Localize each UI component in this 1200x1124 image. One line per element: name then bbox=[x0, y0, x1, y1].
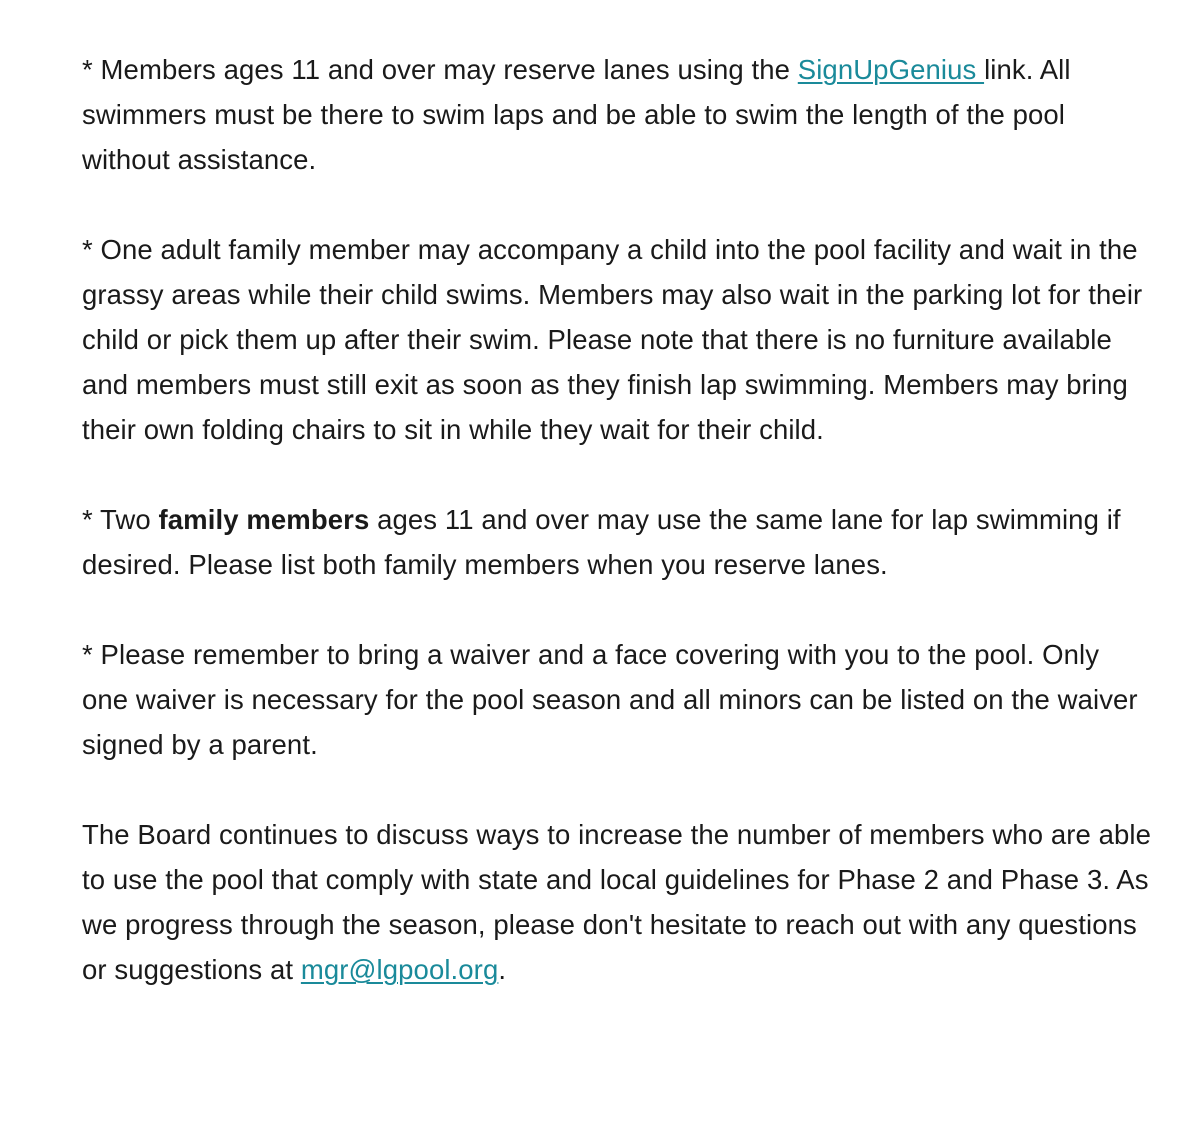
lane-reservation-paragraph bbox=[82, 47, 1152, 182]
board-note-suffix: . bbox=[498, 954, 507, 985]
board-note-paragraph bbox=[82, 812, 1152, 992]
family-members-emphasis: family members bbox=[158, 504, 370, 535]
waiver-paragraph: * Please remember to bring a waiver and a face covering with you to the pool. Only one waiver is necessary for the pool season and all minors can be listed on the waiver signed by a parent. bbox=[82, 639, 1138, 760]
lane-reservation-suffix: link. All swimmers must be there to swim laps and be able to swim the length of the pool without assistance. bbox=[82, 54, 1071, 175]
adult-accompany-paragraph: * One adult family member may accompany a child into the pool facility and wait in the grassy areas while their child swims. Members may also wait in the parking lot for their child or pick them up after their swim. Please note that there is no furniture available and members must still exit as soon as they finish lap swimming. Members may bring their own folding chairs to sit in while they wait for their child. bbox=[82, 234, 1143, 445]
board-note-prefix: The Board continues to discuss ways to increase the number of members who are able to use the pool that comply with state and local guidelines for Phase 2 and Phase 3. As we progress through the season, please don't hesitate to reach out with any questions or suggestions at bbox=[82, 819, 1152, 985]
shared-lane-prefix: * Two bbox=[82, 504, 159, 535]
manager-email-link[interactable]: mgr@lgpool.org bbox=[300, 954, 499, 985]
shared-lane-suffix: ages 11 and over may use the same lane for lap swimming if desired. Please list both family members when you reserve lanes. bbox=[82, 504, 1121, 580]
lane-reservation-prefix: * Members ages 11 and over may reserve lanes using the bbox=[82, 54, 798, 85]
signupgenius-link[interactable]: SignUpGenius bbox=[797, 54, 985, 85]
shared-lane-paragraph bbox=[82, 497, 1152, 587]
document-body bbox=[82, 47, 1152, 992]
